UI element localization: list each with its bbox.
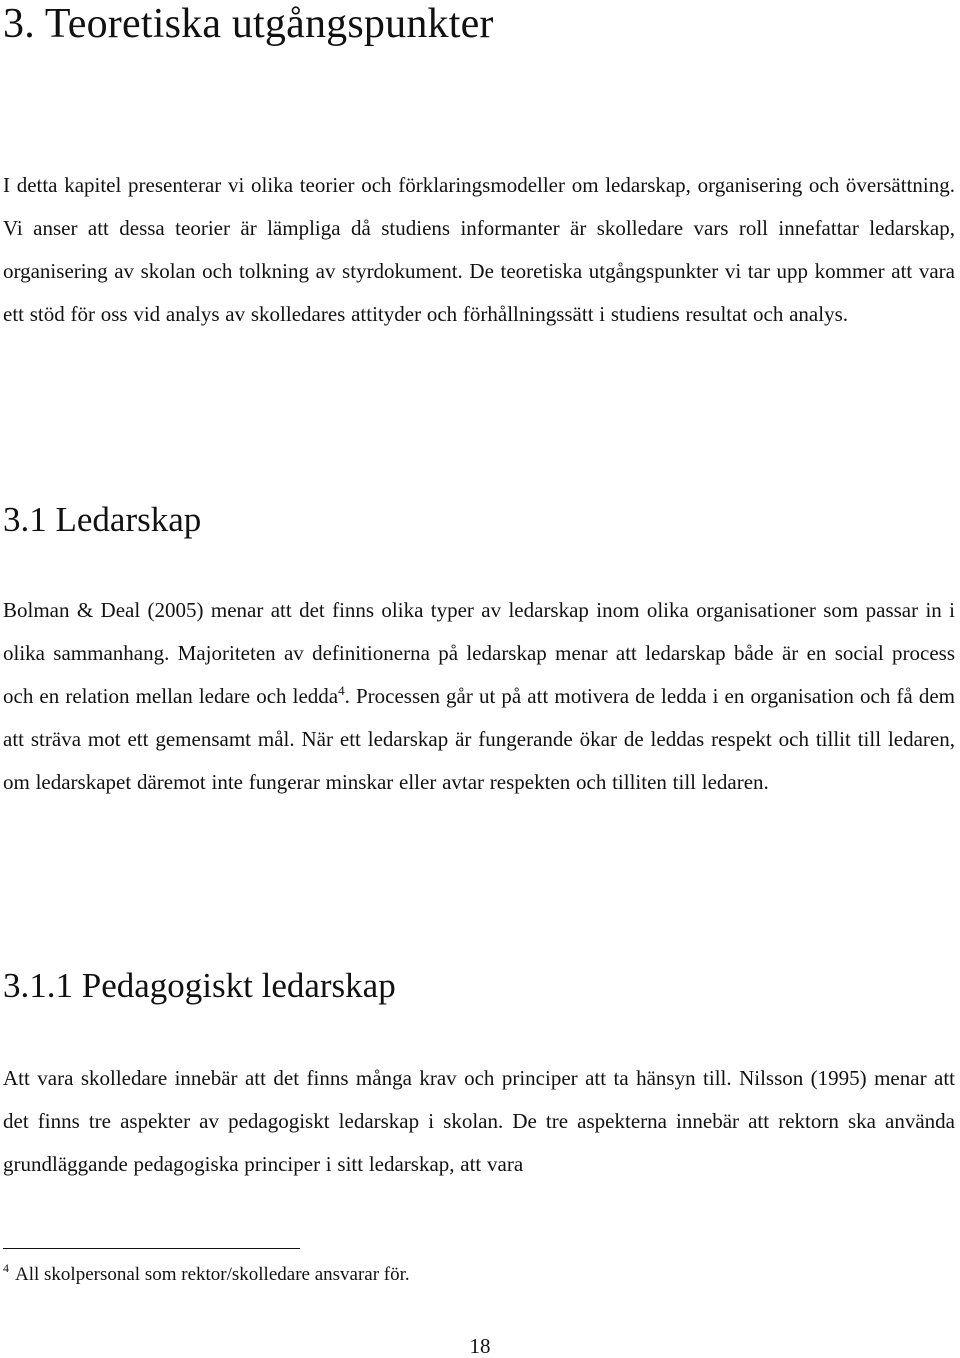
footnote-reference[interactable]: 4 bbox=[338, 683, 345, 698]
page-number: 18 bbox=[469, 1334, 491, 1358]
pedagogiskt-ledarskap-paragraph: Att vara skolledare innebär att det finns många krav och principer att ta hänsyn till. Nilsson (1995) menar att det finns tre aspekter av pedagogiskt ledarskap i skolan. De tre aspekterna innebär att rektorn ska använda grundläggande pedagogiska principer i sitt ledarskap, att vara bbox=[3, 1066, 955, 1176]
chapter-title: 3. Teoretiska utgångspunkter bbox=[3, 1, 494, 47]
ledarskap-paragraph bbox=[3, 589, 955, 804]
ledarskap-paragraph-part2: . Processen går ut på att motivera de ledda i en organisation och få dem att sträva mot ett gemensamt mål. När ett ledarskap är fungerande ökar de leddas respekt och tillit till ledaren, om ledarskapet däremot inte fungerar minskar eller avtar respekten och tilliten till ledaren. bbox=[3, 684, 955, 794]
ledarskap-paragraph-part1: Bolman & Deal (2005) menar att det finns olika typer av ledarskap inom olika organisationer som passar in i olika sammanhang. Majoriteten av definitionerna på ledarskap menar att ledarskap både är en social process och en relation mellan ledare och ledda bbox=[3, 598, 955, 708]
footnote-separator bbox=[3, 1248, 300, 1249]
footnote bbox=[3, 1262, 410, 1288]
footnote-text: All skolpersonal som rektor/skolledare ansvarar för. bbox=[15, 1264, 410, 1285]
section-title-ledarskap: 3.1 Ledarskap bbox=[3, 500, 202, 539]
footnote-number: 4 bbox=[3, 1261, 9, 1275]
section-title-pedagogiskt-ledarskap: 3.1.1 Pedagogiskt ledarskap bbox=[3, 966, 396, 1005]
intro-paragraph: I detta kapitel presenterar vi olika teorier och förklaringsmodeller om ledarskap, organisering och översättning. Vi anser att dessa teorier är lämpliga då studiens informanter är skolledare vars roll innefattar ledarskap, organisering av skolan och tolkning av styrdokument. De teoretiska utgångspunkter vi tar upp kommer att vara ett stöd för oss vid analys av skolledares attityder och förhållningssätt i studiens resultat och analys. bbox=[3, 173, 955, 326]
